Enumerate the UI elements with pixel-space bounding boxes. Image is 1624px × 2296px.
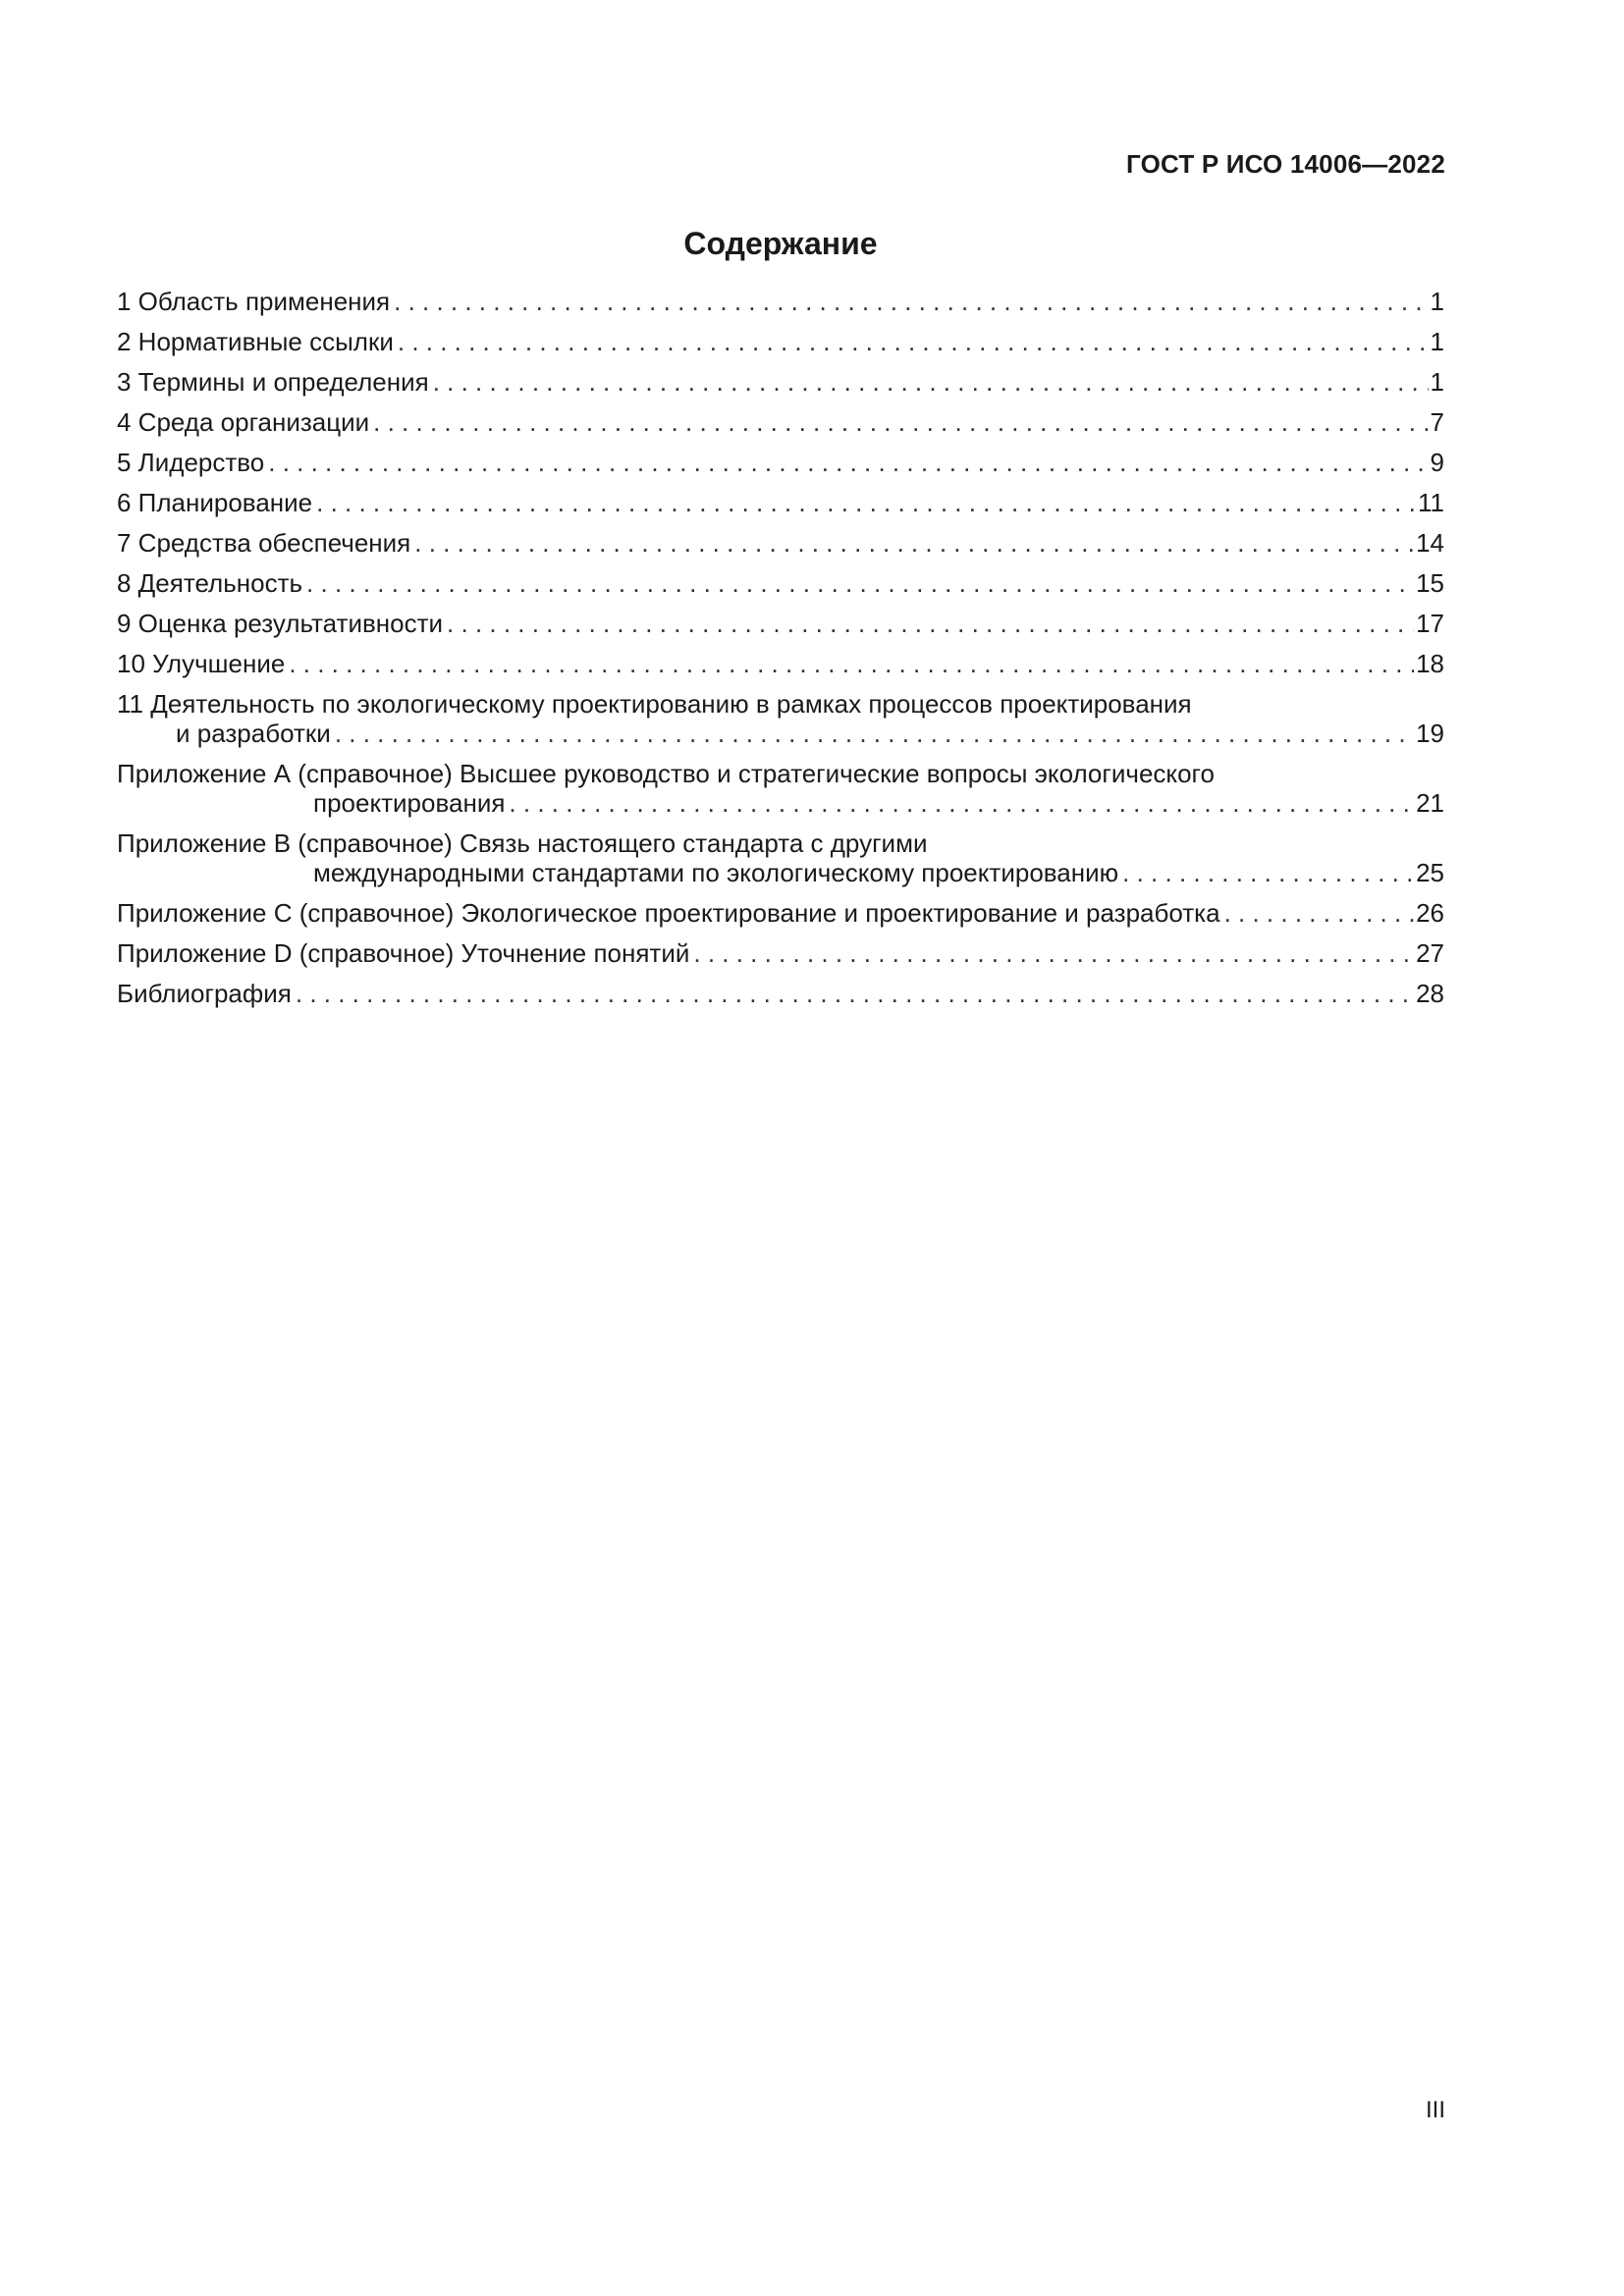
toc-entry-page: 1 <box>1430 287 1444 316</box>
toc-entry-line <box>117 327 1444 356</box>
toc-dot-leader <box>306 568 1414 598</box>
toc-entry-label: международными стандартами по экологическому проектированию <box>313 858 1119 887</box>
toc-dot-leader <box>296 979 1414 1008</box>
toc-entry-label: 6 Планирование <box>117 488 313 517</box>
toc-dot-leader <box>316 488 1416 517</box>
toc-dot-leader <box>693 938 1414 968</box>
toc-entry-page: 14 <box>1416 528 1444 558</box>
toc-entry-page: 26 <box>1416 898 1444 928</box>
toc-entry-label: 9 Оценка результативности <box>117 609 444 638</box>
toc-entry-line <box>117 367 1444 397</box>
toc-entry-page: 17 <box>1416 609 1444 638</box>
toc-entry-page: 28 <box>1416 979 1444 1008</box>
toc-entry[interactable] <box>117 327 1444 356</box>
toc-dot-leader <box>398 327 1429 356</box>
toc-entry-page: 21 <box>1416 788 1444 818</box>
toc-entry-label: Библиография <box>117 979 292 1008</box>
toc-dot-leader <box>509 788 1414 818</box>
toc-dot-leader <box>335 719 1414 748</box>
toc-dot-leader <box>1122 858 1414 887</box>
toc-entry-page: 11 <box>1418 488 1444 517</box>
toc-entry-title-line: Приложение В (справочное) Связь настоящего стандарта с другими <box>117 828 928 858</box>
toc-entry-line <box>117 609 1444 638</box>
toc-dot-leader <box>1224 898 1414 928</box>
toc-entry-label: 3 Термины и определения <box>117 367 429 397</box>
toc-entry-label: 1 Область применения <box>117 287 391 316</box>
toc-entry[interactable] <box>117 488 1444 517</box>
toc-entry-line <box>117 287 1444 316</box>
toc-entry-page: 15 <box>1416 568 1444 598</box>
toc-entry-label: 5 Лидерство <box>117 448 265 477</box>
toc-entry[interactable] <box>117 828 1444 887</box>
toc-entry-label: проектирования <box>313 788 506 818</box>
toc-entry[interactable] <box>117 938 1444 968</box>
toc-entry-label: Приложение D (справочное) Уточнение понятий <box>117 938 690 968</box>
toc-entry[interactable] <box>117 528 1444 558</box>
toc-entry-line <box>117 568 1444 598</box>
toc-entry-line <box>117 528 1444 558</box>
toc-entry-line <box>117 938 1444 968</box>
toc-entry[interactable] <box>117 609 1444 638</box>
toc-entry-line <box>117 979 1444 1008</box>
toc-dot-leader <box>414 528 1414 558</box>
page-number: III <box>1425 2097 1445 2123</box>
toc-entry-page: 19 <box>1416 719 1444 748</box>
table-of-contents <box>117 287 1444 1019</box>
toc-entry-line <box>117 448 1444 477</box>
toc-entry-label: 2 Нормативные ссылки <box>117 327 394 356</box>
toc-entry-line <box>117 719 1444 748</box>
toc-entry-line <box>117 649 1444 678</box>
toc-entry[interactable] <box>117 407 1444 437</box>
toc-entry-title-line: 11 Деятельность по экологическому проектированию в рамках процессов проектирования <box>117 689 1192 719</box>
toc-entry[interactable] <box>117 759 1444 818</box>
toc-entry-line <box>117 407 1444 437</box>
toc-entry-page: 9 <box>1430 448 1444 477</box>
toc-entry[interactable] <box>117 689 1444 748</box>
toc-entry-label: и разработки <box>176 719 331 748</box>
toc-entry-page: 1 <box>1430 327 1444 356</box>
toc-dot-leader <box>373 407 1428 437</box>
toc-entry-label: Приложение С (справочное) Экологическое проектирование и проектирование и разработка <box>117 898 1220 928</box>
toc-entry[interactable] <box>117 898 1444 928</box>
toc-dot-leader <box>268 448 1428 477</box>
toc-entry-page: 7 <box>1430 407 1444 437</box>
toc-entry[interactable] <box>117 287 1444 316</box>
toc-entry-page: 25 <box>1416 858 1444 887</box>
toc-dot-leader <box>447 609 1414 638</box>
toc-dot-leader <box>289 649 1414 678</box>
toc-entry[interactable] <box>117 649 1444 678</box>
toc-entry[interactable] <box>117 568 1444 598</box>
toc-entry-line <box>117 898 1444 928</box>
toc-title: Содержание <box>683 226 878 261</box>
toc-entry-line <box>117 788 1444 818</box>
toc-entry-label: 8 Деятельность <box>117 568 303 598</box>
toc-dot-leader <box>433 367 1429 397</box>
toc-entry-page: 27 <box>1416 938 1444 968</box>
toc-entry-line <box>117 858 1444 887</box>
toc-entry-page: 1 <box>1430 367 1444 397</box>
toc-entry-label: 10 Улучшение <box>117 649 286 678</box>
toc-entry-label: 7 Средства обеспечения <box>117 528 411 558</box>
toc-entry-label: 4 Среда организации <box>117 407 370 437</box>
toc-entry[interactable] <box>117 367 1444 397</box>
toc-entry[interactable] <box>117 448 1444 477</box>
document-standard-id: ГОСТ Р ИСО 14006—2022 <box>1125 149 1445 179</box>
toc-dot-leader <box>394 287 1428 316</box>
toc-entry[interactable] <box>117 979 1444 1008</box>
toc-entry-page: 18 <box>1416 649 1444 678</box>
toc-entry-title-line: Приложение А (справочное) Высшее руководство и стратегические вопросы экологического <box>117 759 1215 788</box>
toc-entry-line <box>117 488 1444 517</box>
